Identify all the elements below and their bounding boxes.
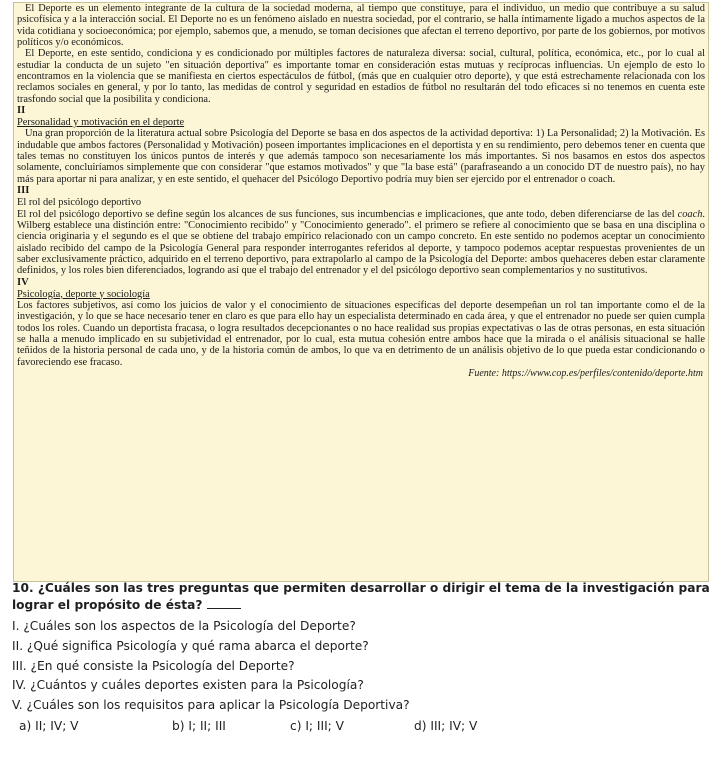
paragraph-role-coach: coach — [677, 208, 703, 220]
question-block — [12, 580, 712, 736]
question-title-text: 10. ¿Cuáles son las tres preguntas que permiten desarrollar o dirigir el tema de la investigación para lograr el propósito de ésta? — [12, 581, 710, 612]
answer-b[interactable]: b) I; II; III — [172, 718, 226, 733]
option-ii: II. ¿Qué significa Psicología y qué rama abarca el deporte? — [12, 638, 369, 653]
source-citation: Fuente: https://www.cop.es/perfiles/contenido/deporte.htm — [468, 367, 703, 379]
option-iv: IV. ¿Cuántos y cuáles deportes existen para la Psicología? — [12, 678, 364, 693]
option-iii: III. ¿En qué consiste la Psicología del Deporte? — [12, 658, 295, 673]
paragraph-personality: Una gran proporción de la literatura actual sobre Psicología del Deporte se basa en dos aspectos de la actividad deportiva: 1) La Personalidad; 2) la Motivación. Es indudable que ambos factores (Personalidad y Motivación) poseen importantes implicaciones en el deportista y en su rendimiento, pero debemos tener en cuenta que tales temas no constituyen los únicos puntos de interés y que además tampoco son necesariamente los más importantes. Si nos basamos en estos dos aspectos solamente, concluiríamos simplemente que con considerar "que estamos motivados" y que "la base está" (parafraseando a un conocido DT de nuestro país), no hay más para aportar ni para analizar, y en este sentido, el quehacer del Psicólogo Deportivo podría muy bien ser ejercido por el entrenador o coach. — [17, 128, 705, 185]
section-number-4: IV — [17, 276, 29, 288]
option-v: V. ¿Cuáles son los requisitos para aplicar la Psicología Deportiva? — [12, 698, 410, 713]
section-heading-role: El rol del psicólogo deportivo — [17, 197, 142, 209]
section-number-2: II — [17, 105, 26, 117]
paragraph-conditions: El Deporte, en este sentido, condiciona y es condicionado por múltiples factores de naturaleza diversa: social, cultural, política, económica, etc., por lo cual al estudiar la conducta de un sujeto "en situación deportiva" es importante tomar en consideración estas mutuas y recíprocas influencias. Un ejemplo de esto lo encontramos en la violencia que se manifiesta en ciertos espectáculos de fútbol, (más que en cualquier otro deporte), y que está estrechamente relacionada con los reclamos sociales en general, y por lo tanto, las medidas de control y seguridad en estadios de fútbol no resultarán del todo eficaces si no tenemos en cuenta este trasfondo social que la posibilita y condiciona. — [17, 48, 705, 105]
paragraph-role — [17, 209, 705, 277]
paragraph-intro: El Deporte es un elemento integrante de la cultura de la sociedad moderna, al tiempo que constituye, para el individuo, un medio que contribuye a su salud psicofísica y a la interacción social. El Deporte no es un fenómeno aislado en nuestra sociedad, por el contrario, se halla íntimamente ligado a muchos aspectos de la vida cotidiana y socioeconómica; por ejemplo, sabemos que, a menudo, se toman decisiones que afectan el terreno deportivo, por parte de los gobiernos, por motivos políticos y/o económicos. — [17, 3, 705, 49]
answer-blank[interactable] — [207, 597, 241, 609]
paragraph-role-part-2: . Wilberg establece una distinción entre: "Conocimiento recibido" y "Conocimiento generado". el primero se refiere al conocimiento que se basa en una disciplina o ciencia originaria y el segundo es el que se obtiene del trabajo empírico relacionado con un campo concreto. En este sentido no podemos aceptar un conocimiento aislado recibido del campo de la Psicología General para responder interrogantes referidos al deporte, y tampoco podemos aceptar respuestas provenientes de un saber exclusivamente práctico, adquirido en el terreno deportivo, para extrapolarlo al campo de la Psicología del Deporte: ambos quehaceres deben estar claramente definidos, y los roles bien diferenciados, logrando así que el trabajo del entrenador y el del psicólogo deportivo sean complementarios y no sustitutivos. — [17, 208, 705, 277]
paragraph-sociology: Los factores subjetivos, así como los juicios de valor y el conocimiento de situaciones específicas del deporte desempeñan un rol tan importante como el de la investigación, y lo que se hace necesario tener en claro es que para ello hay un especialista determinado en cada área, y que el entrenador no puede ser quien cumpla todos los roles. Cuando un deportista fracasa, o logra resultados decepcionantes o no hace realidad sus propias expectativas o las de otras personas, en esta situación se halla a menudo implicado en su subjetividad el entrenador, por lo cual, esta mutua cohesión entre ambos hace que la mirada o el análisis situacional se halle teñidos de la historia personal de cada uno, y de la historia común de ambos, lo que va en detrimento de un análisis objetivo de lo que pueda estar condicionando o favoreciendo ese fracaso. — [17, 299, 705, 368]
option-i: I. ¿Cuáles son los aspectos de la Psicología del Deporte? — [12, 619, 356, 633]
answer-choices — [12, 716, 712, 736]
section-heading-sociology: Psicología, deporte y sociología — [17, 288, 150, 300]
answer-d[interactable]: d) III; IV; V — [414, 718, 478, 733]
question-title — [12, 580, 712, 614]
section-number-3: III — [17, 185, 30, 197]
answer-c[interactable]: c) I; III; V — [290, 718, 345, 733]
answer-a[interactable]: a) II; IV; V — [19, 718, 79, 733]
paragraph-role-part-1: El rol del psicólogo deportivo se define según los alcances de sus funciones, sus incumbencias e implicaciones, que ante todo, deben diferenciarse de las del — [17, 208, 678, 220]
reading-passage — [13, 2, 709, 582]
section-heading-personality: Personalidad y motivación en el deporte — [17, 117, 185, 129]
